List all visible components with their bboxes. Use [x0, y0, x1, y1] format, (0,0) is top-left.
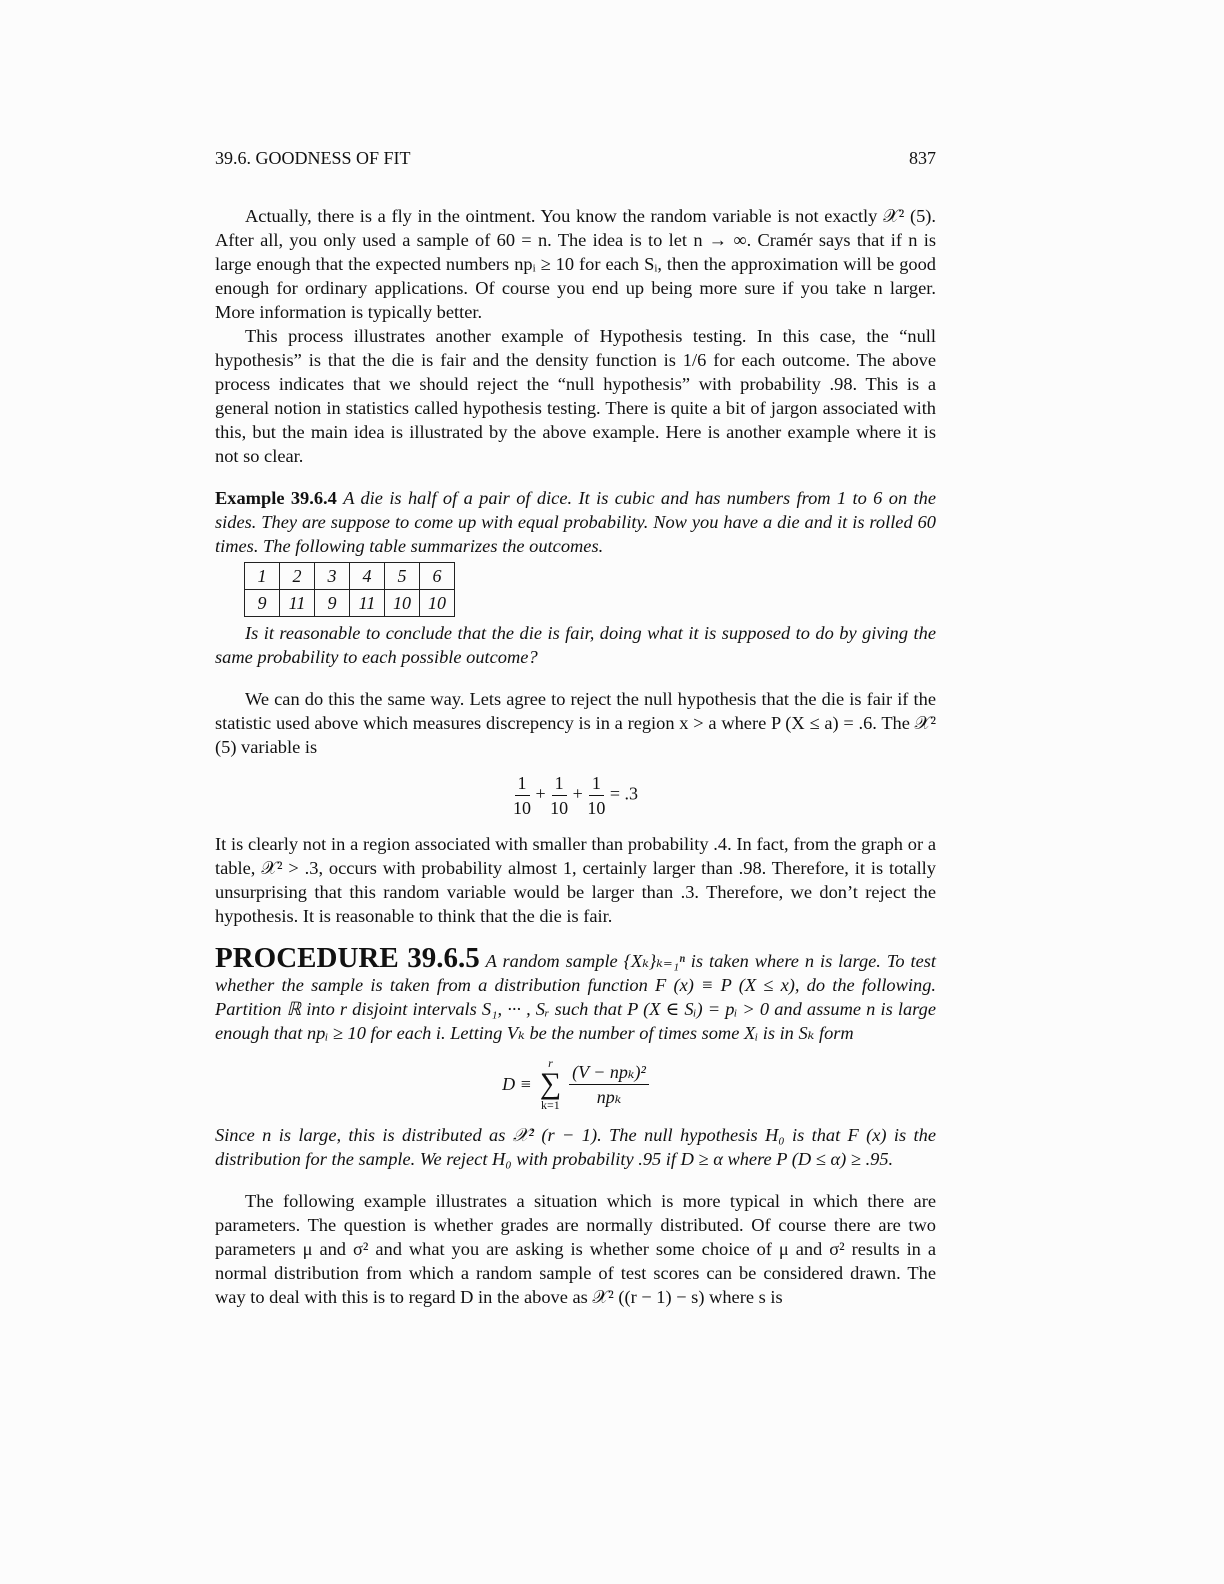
procedure-after: Since n is large, this is distributed as 𝒳² (r − 1). The null hypothesis H₀ is that F (x) is the distribution for the sample. We reject H₀ with probability .95 if D ≥ α where P (D ≤ α) ≥ .95.	[215, 1125, 936, 1169]
dice-outcome-table	[244, 562, 455, 617]
example-block	[215, 486, 936, 558]
formula-result: = .3	[609, 783, 638, 804]
table-cell: 6	[420, 563, 455, 590]
table-cell: 5	[385, 563, 420, 590]
table-cell: 10	[420, 590, 455, 617]
page-header	[215, 148, 936, 169]
table-cell: 9	[315, 590, 350, 617]
paragraph-4: It is clearly not in a region associated with smaller than probability .4. In fact, from the graph or a table, 𝒳² > .3, occurs with probability almost 1, certainly larger than .98. Therefore, it is totally unsurprising that this random variable would be larger than .3. Therefore, we don’t reject the hypothesis. It is reasonable to think that the die is fair.	[215, 834, 936, 926]
main-text	[215, 204, 936, 1309]
table-cell: 2	[280, 563, 315, 590]
table-cell: 11	[350, 590, 385, 617]
table-cell: 11	[280, 590, 315, 617]
table-row-counts	[245, 590, 455, 617]
example-text: A die is half of a pair of dice. It is cubic and has numbers from 1 to 6 on the sides. They are suppose to come up with equal probability. Now you have a die and it is rolled 60 times. The following table summarizes the outcomes.	[215, 488, 936, 556]
section-title: 39.6. GOODNESS OF FIT	[215, 148, 411, 168]
table-cell: 10	[385, 590, 420, 617]
fraction: $\frac{1}{10}$	[513, 773, 532, 818]
fraction: $\frac{1}{10}$	[550, 773, 569, 818]
formula-chi-square: D ≡ r ∑ k=1 $\frac{\text{(V − npₖ)²}}{\text{npₖ}}$	[215, 1057, 936, 1111]
page-number: 837	[909, 148, 936, 168]
paragraph-1: Actually, there is a fly in the ointment. You know the random variable is not exactly 𝒳² (5). After all, you only used a sample of 60 = n. The idea is to let n → ∞. Cramér says that if n is large enough that the expected numbers npᵢ ≥ 10 for each Sᵢ, then the approximation will be good enough for ordinary applications. Of course you end up being more sure if you take n larger. More information is typically better.	[215, 206, 936, 322]
procedure-text: A random sample {Xₖ}ₖ₌₁ⁿ is taken where n is large. To test whether the sample is taken from a distribution function F (x) ≡ P (X ≤ x), do the following. Partition ℝ into r disjoint intervals S₁, ··· , Sᵣ such that P (X ∈ Sᵢ) = pᵢ > 0 and assume n is large enough that npᵢ ≥ 10 for each i. Letting Vₖ be the number of times some Xᵢ is in Sₖ form	[215, 951, 937, 1043]
paragraph-2: This process illustrates another example of Hypothesis testing. In this case, the “null hypothesis” is that the die is fair and the density function is 1/6 for each outcome. The above process indicates that we should reject the “null hypothesis” with probability .98. This is a general notion in statistics called hypothesis testing. There is quite a bit of jargon associated with this, but the main idea is illustrated by the above example. Here is another example where it is not so clear.	[215, 326, 936, 466]
table-cell: 9	[245, 590, 280, 617]
fraction: $\frac{\text{(V − npₖ)²}}{\text{npₖ}}$	[569, 1060, 649, 1109]
example-question: Is it reasonable to conclude that the die is fair, doing what it is supposed to do by giving the same probability to each possible outcome?	[215, 623, 936, 667]
table-cell: 1	[245, 563, 280, 590]
summation-sign: r ∑ k=1	[539, 1056, 562, 1112]
paragraph-3: We can do this the same way. Lets agree to reject the null hypothesis that the die is fair if the statistic used above which measures discrepency is in a region x > a where P (X ≤ a) = .6. The 𝒳² (5) variable is	[215, 689, 936, 757]
fraction: $\frac{1}{10}$	[587, 773, 606, 818]
paragraph-5: The following example illustrates a situation which is more typical in which there are parameters. The question is whether grades are normally distributed. Of course there are two parameters μ and σ² and what you are asking is whether some choice of μ and σ² results in a normal distribution from which a random sample of test scores can be considered drawn. The way to deal with this is to regard D in the above as 𝒳² ((r − 1) − s) where s is	[215, 1191, 936, 1307]
table-row-faces	[245, 563, 455, 590]
table-cell: 3	[315, 563, 350, 590]
example-label: Example 39.6.4	[215, 488, 337, 508]
procedure-block	[215, 942, 937, 1045]
formula-sum-fractions: $\frac{1}{10}$ + $\frac{1}{10}$ + $\frac{1}{10}$ = .3	[513, 773, 638, 818]
procedure-label: PROCEDURE 39.6.5	[215, 942, 480, 974]
table-cell: 4	[350, 563, 385, 590]
